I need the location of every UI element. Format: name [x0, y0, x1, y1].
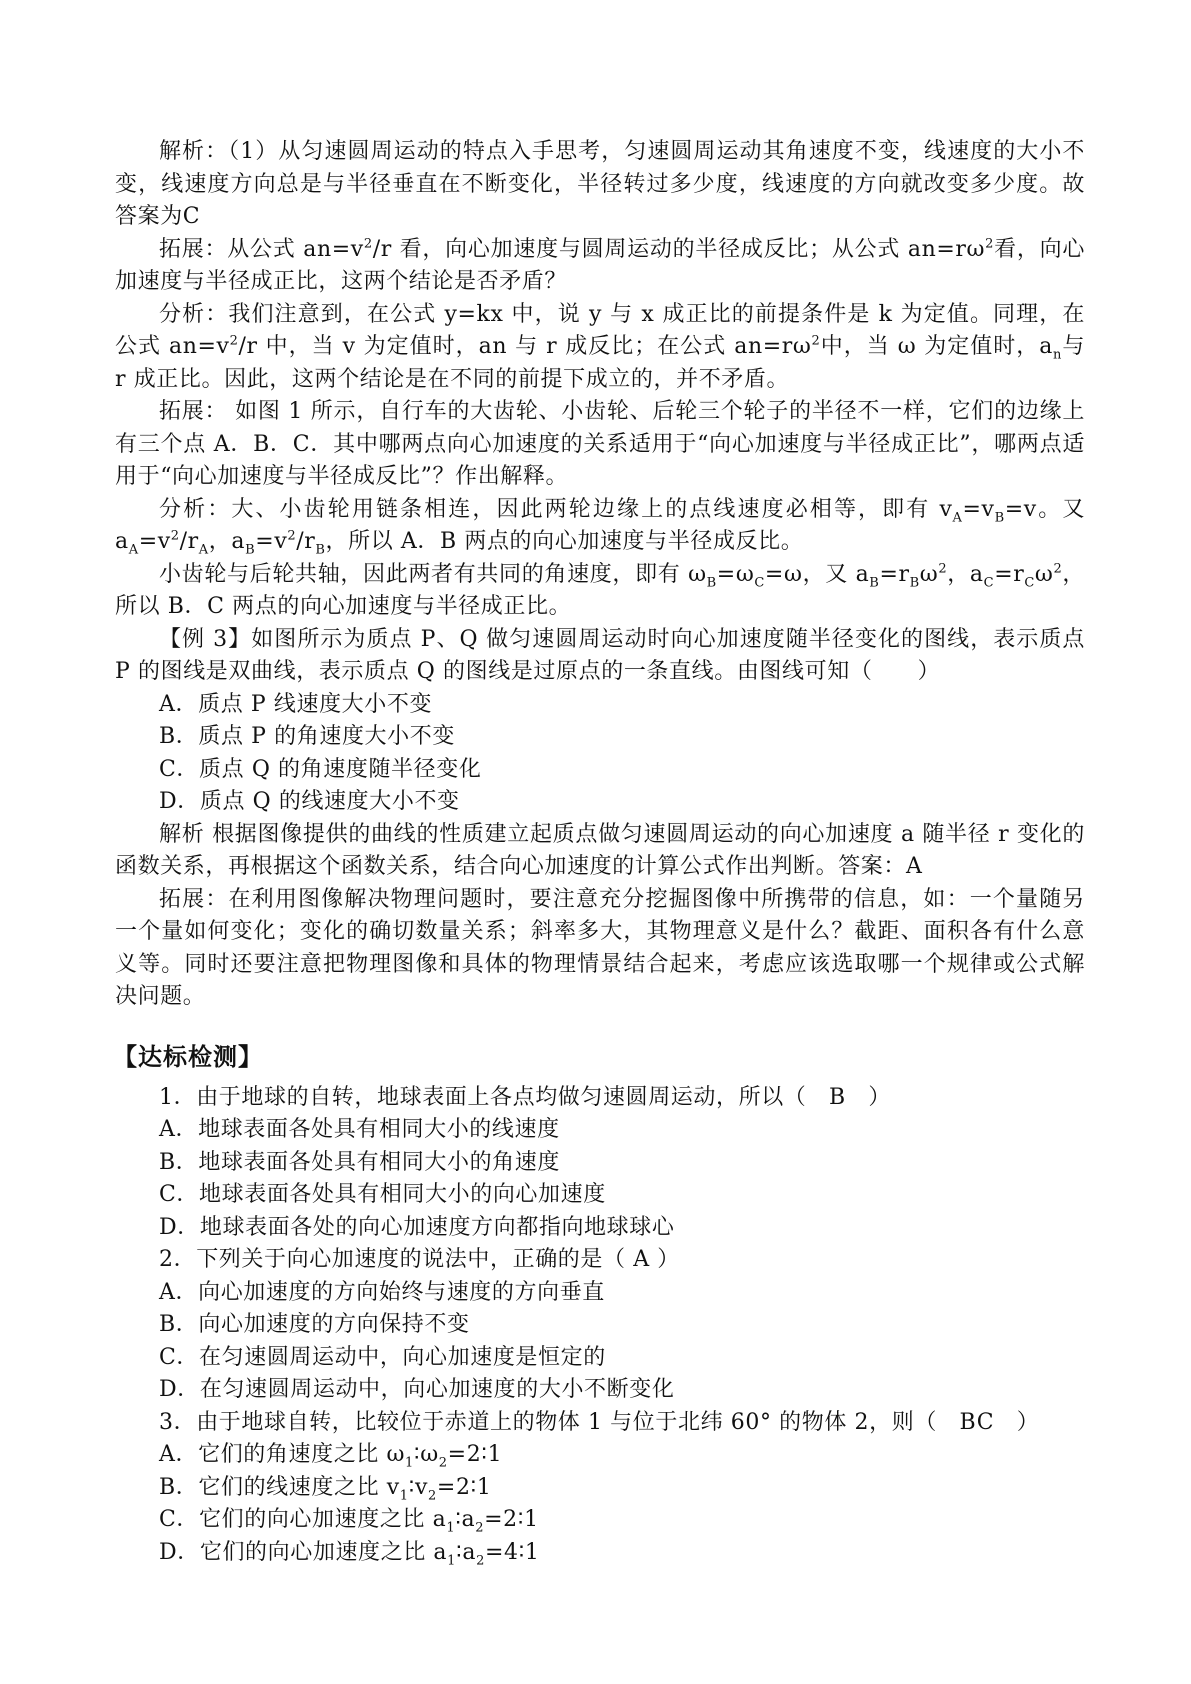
- text-segment: ω: [919, 561, 939, 587]
- question-2-stem: 2．下列关于向心加速度的说法中，正确的是（ A ）: [159, 1247, 680, 1272]
- example-3-option-b: B．质点 P 的角速度大小不变: [159, 724, 455, 749]
- subscript: 2: [476, 1552, 485, 1568]
- text-segment: ，所以 A．B 两点的向心加速度与半径成反比。: [325, 529, 804, 554]
- text-segment: =2∶1: [436, 1474, 492, 1500]
- superscript: 2: [1053, 561, 1063, 577]
- analysis-paragraph-3: [115, 494, 1085, 559]
- text-segment: /r: [179, 529, 199, 554]
- subscript: A: [128, 542, 139, 558]
- extension-paragraph: [115, 234, 1085, 299]
- text-segment: =4∶1: [484, 1539, 540, 1565]
- text-segment: =v: [962, 496, 995, 522]
- subscript: C: [983, 574, 995, 590]
- text-segment: 分析：我们注意到，在公式 y=kx 中，说 y 与 x 成正比的前提条件是 k 为定值。同理，在公式 an=v: [115, 301, 1085, 359]
- question-3-option-a: [115, 1439, 1085, 1472]
- question-1-option-b: B．地球表面各处具有相同大小的角速度: [159, 1149, 560, 1175]
- question-3-stem: 3．由于地球自转，比较位于赤道上的物体 1 与位于北纬 60° 的物体 2，则（ BC ）: [159, 1409, 1040, 1435]
- question-1-stem: 1．由于地球的自转，地球表面上各点均做匀速圆周运动，所以（ B ）: [159, 1084, 891, 1110]
- text-segment: A．它们的角速度之比 ω: [159, 1442, 406, 1467]
- text-segment: ，a: [208, 529, 246, 554]
- question-3-option-d: [115, 1537, 1085, 1570]
- question-1-option-a: A．地球表面各处具有相同大小的线速度: [159, 1117, 560, 1142]
- extension-paragraph-2: 拓展： 如图 1 所示，自行车的大齿轮、小齿轮、后轮三个轮子的半径不一样，它们的边缘上有三个点 A．B．C．其中哪两点向心加速度的关系适用于“向心加速度与半径成正比”，哪两点适用于“向心加速度与半径成反比”？作出解释。: [115, 399, 1085, 489]
- subscript: B: [315, 542, 326, 558]
- subscript: 1: [447, 1552, 457, 1568]
- text-segment: ∶v: [408, 1474, 429, 1500]
- example-3-extension: 拓展：在利用图像解决物理问题时，要注意充分挖掘图像中所携带的信息，如：一个量随另一个量如何变化；变化的确切数量关系；斜率多大，其物理意义是什么？截距、面积各有什么意义等。同时还要注意把物理图像和具体的物理情景结合起来，考虑应该选取哪一个规律或公式解决问题。: [115, 886, 1085, 1009]
- question-2-option-a: A．向心加速度的方向始终与速度的方向垂直: [159, 1279, 605, 1305]
- example-3-analysis: 解析 根据图像提供的曲线的性质建立起质点做匀速圆周运动的向心加速度 a 随半径 r 变化的函数关系，再根据这个函数关系，结合向心加速度的计算公式作出判断。答案：A: [115, 821, 1085, 879]
- text-segment: ，a: [947, 561, 984, 587]
- example-3-option-c: C．质点 Q 的角速度随半径变化: [159, 756, 482, 782]
- text-segment: ∶a: [455, 1507, 476, 1532]
- text-segment: B．它们的线速度之比 v: [159, 1474, 400, 1500]
- text-segment: =v: [255, 529, 288, 554]
- question-2-option-c: C．在匀速圆周运动中，向心加速度是恒定的: [159, 1344, 606, 1370]
- text-segment: 看，向心加速度与半径成正比，这两个结论是否矛盾？: [115, 236, 1085, 294]
- text-segment: 与 r 成正比。因此，这两个结论是在不同的前提下成立的，并不矛盾。: [115, 334, 1086, 392]
- text-segment: D．它们的向心加速度之比 a: [159, 1539, 448, 1565]
- subscript: B: [245, 542, 256, 558]
- subscript: n: [1053, 347, 1062, 363]
- subscript: B: [994, 509, 1005, 525]
- superscript: 2: [811, 333, 821, 349]
- subscript: 1: [446, 1520, 456, 1536]
- text-segment: C．它们的向心加速度之比 a: [159, 1507, 447, 1532]
- text-segment: ω: [1034, 561, 1054, 587]
- text-segment: ∶a: [456, 1539, 477, 1565]
- subscript: 1: [399, 1487, 409, 1503]
- section-title: 【达标检测】: [113, 1042, 263, 1071]
- text-segment: /r 看，向心加速度与圆周运动的半径成反比；从公式 an=rω: [372, 236, 986, 262]
- superscript: 2: [938, 561, 948, 577]
- question-2-option-b: B．向心加速度的方向保持不变: [159, 1312, 470, 1337]
- text-segment: =ω，又 a: [764, 561, 870, 587]
- text-segment: ∶ω: [413, 1442, 439, 1467]
- text-segment: /r 中，当 v 为定值时，an 与 r 成反比；在公式 an=rω: [238, 334, 812, 359]
- analysis-paragraph-4: [115, 559, 1085, 624]
- superscript: 2: [170, 528, 180, 544]
- text-segment: =2∶1: [484, 1507, 539, 1532]
- text-segment: =r: [994, 561, 1025, 587]
- text-segment: /r: [296, 529, 316, 554]
- subscript: 1: [405, 1455, 414, 1471]
- example-3-stem: 【例 3】如图所示为质点 P、Q 做匀速圆周运动时向心加速度随半径变化的图线，表示质点 P 的图线是双曲线，表示质点 Q 的图线是过原点的一条直线。由图线可知（ ）: [115, 626, 1085, 684]
- subscript: 2: [438, 1455, 448, 1471]
- subscript: A: [952, 509, 963, 525]
- subscript: B: [706, 574, 717, 590]
- analysis-paragraph-2: [115, 299, 1085, 397]
- question-1-option-d: D．地球表面各处的向心加速度方向都指向地球球心: [159, 1214, 675, 1240]
- question-2-option-d: D．在匀速圆周运动中，向心加速度的大小不断变化: [159, 1377, 675, 1402]
- example-3-option-d: D．质点 Q 的线速度大小不变: [159, 789, 460, 814]
- text-segment: 小齿轮与后轮共轴，因此两者有共同的角速度，即有 ω: [159, 561, 707, 587]
- subscript: 2: [475, 1520, 485, 1536]
- subscript: A: [198, 542, 209, 558]
- text-segment: 拓展：从公式 an=v: [159, 236, 364, 262]
- question-1-option-c: C．地球表面各处具有相同大小的向心加速度: [159, 1182, 606, 1207]
- text-segment: =ω: [716, 561, 755, 587]
- text-segment: 中，当 ω 为定值时，a: [820, 334, 1054, 359]
- subscript: B: [909, 574, 920, 590]
- text-segment: 分析：大、小齿轮用链条相连，因此两轮边缘上的点线速度必相等，即有 v: [159, 496, 953, 522]
- text-segment: =r: [879, 561, 910, 587]
- text-segment: =2∶1: [447, 1442, 503, 1467]
- document-page: [115, 136, 1085, 1569]
- subscript: C: [754, 574, 765, 590]
- question-3-option-c: [115, 1504, 1085, 1537]
- text-segment: ，所以 B．C 两点的向心加速度与半径成正比。: [115, 561, 1085, 619]
- superscript: 2: [363, 236, 373, 252]
- text-segment: =v: [138, 529, 171, 554]
- example-3-option-a: A．质点 P 线速度大小不变: [159, 691, 433, 717]
- superscript: 2: [229, 333, 239, 349]
- question-3-option-b: [115, 1472, 1085, 1505]
- analysis-paragraph: 解析：（1）从匀速圆周运动的特点入手思考，匀速圆周运动其角速度不变，线速度的大小不变，线速度方向总是与半径垂直在不断变化，半径转过多少度，线速度的方向就改变多少度。故答案为C: [115, 139, 1085, 229]
- superscript: 2: [287, 528, 297, 544]
- superscript: 2: [985, 236, 994, 252]
- subscript: C: [1024, 574, 1035, 590]
- subscript: 2: [428, 1487, 437, 1503]
- text-segment: =v。又 a: [115, 496, 1086, 554]
- subscript: B: [869, 574, 880, 590]
